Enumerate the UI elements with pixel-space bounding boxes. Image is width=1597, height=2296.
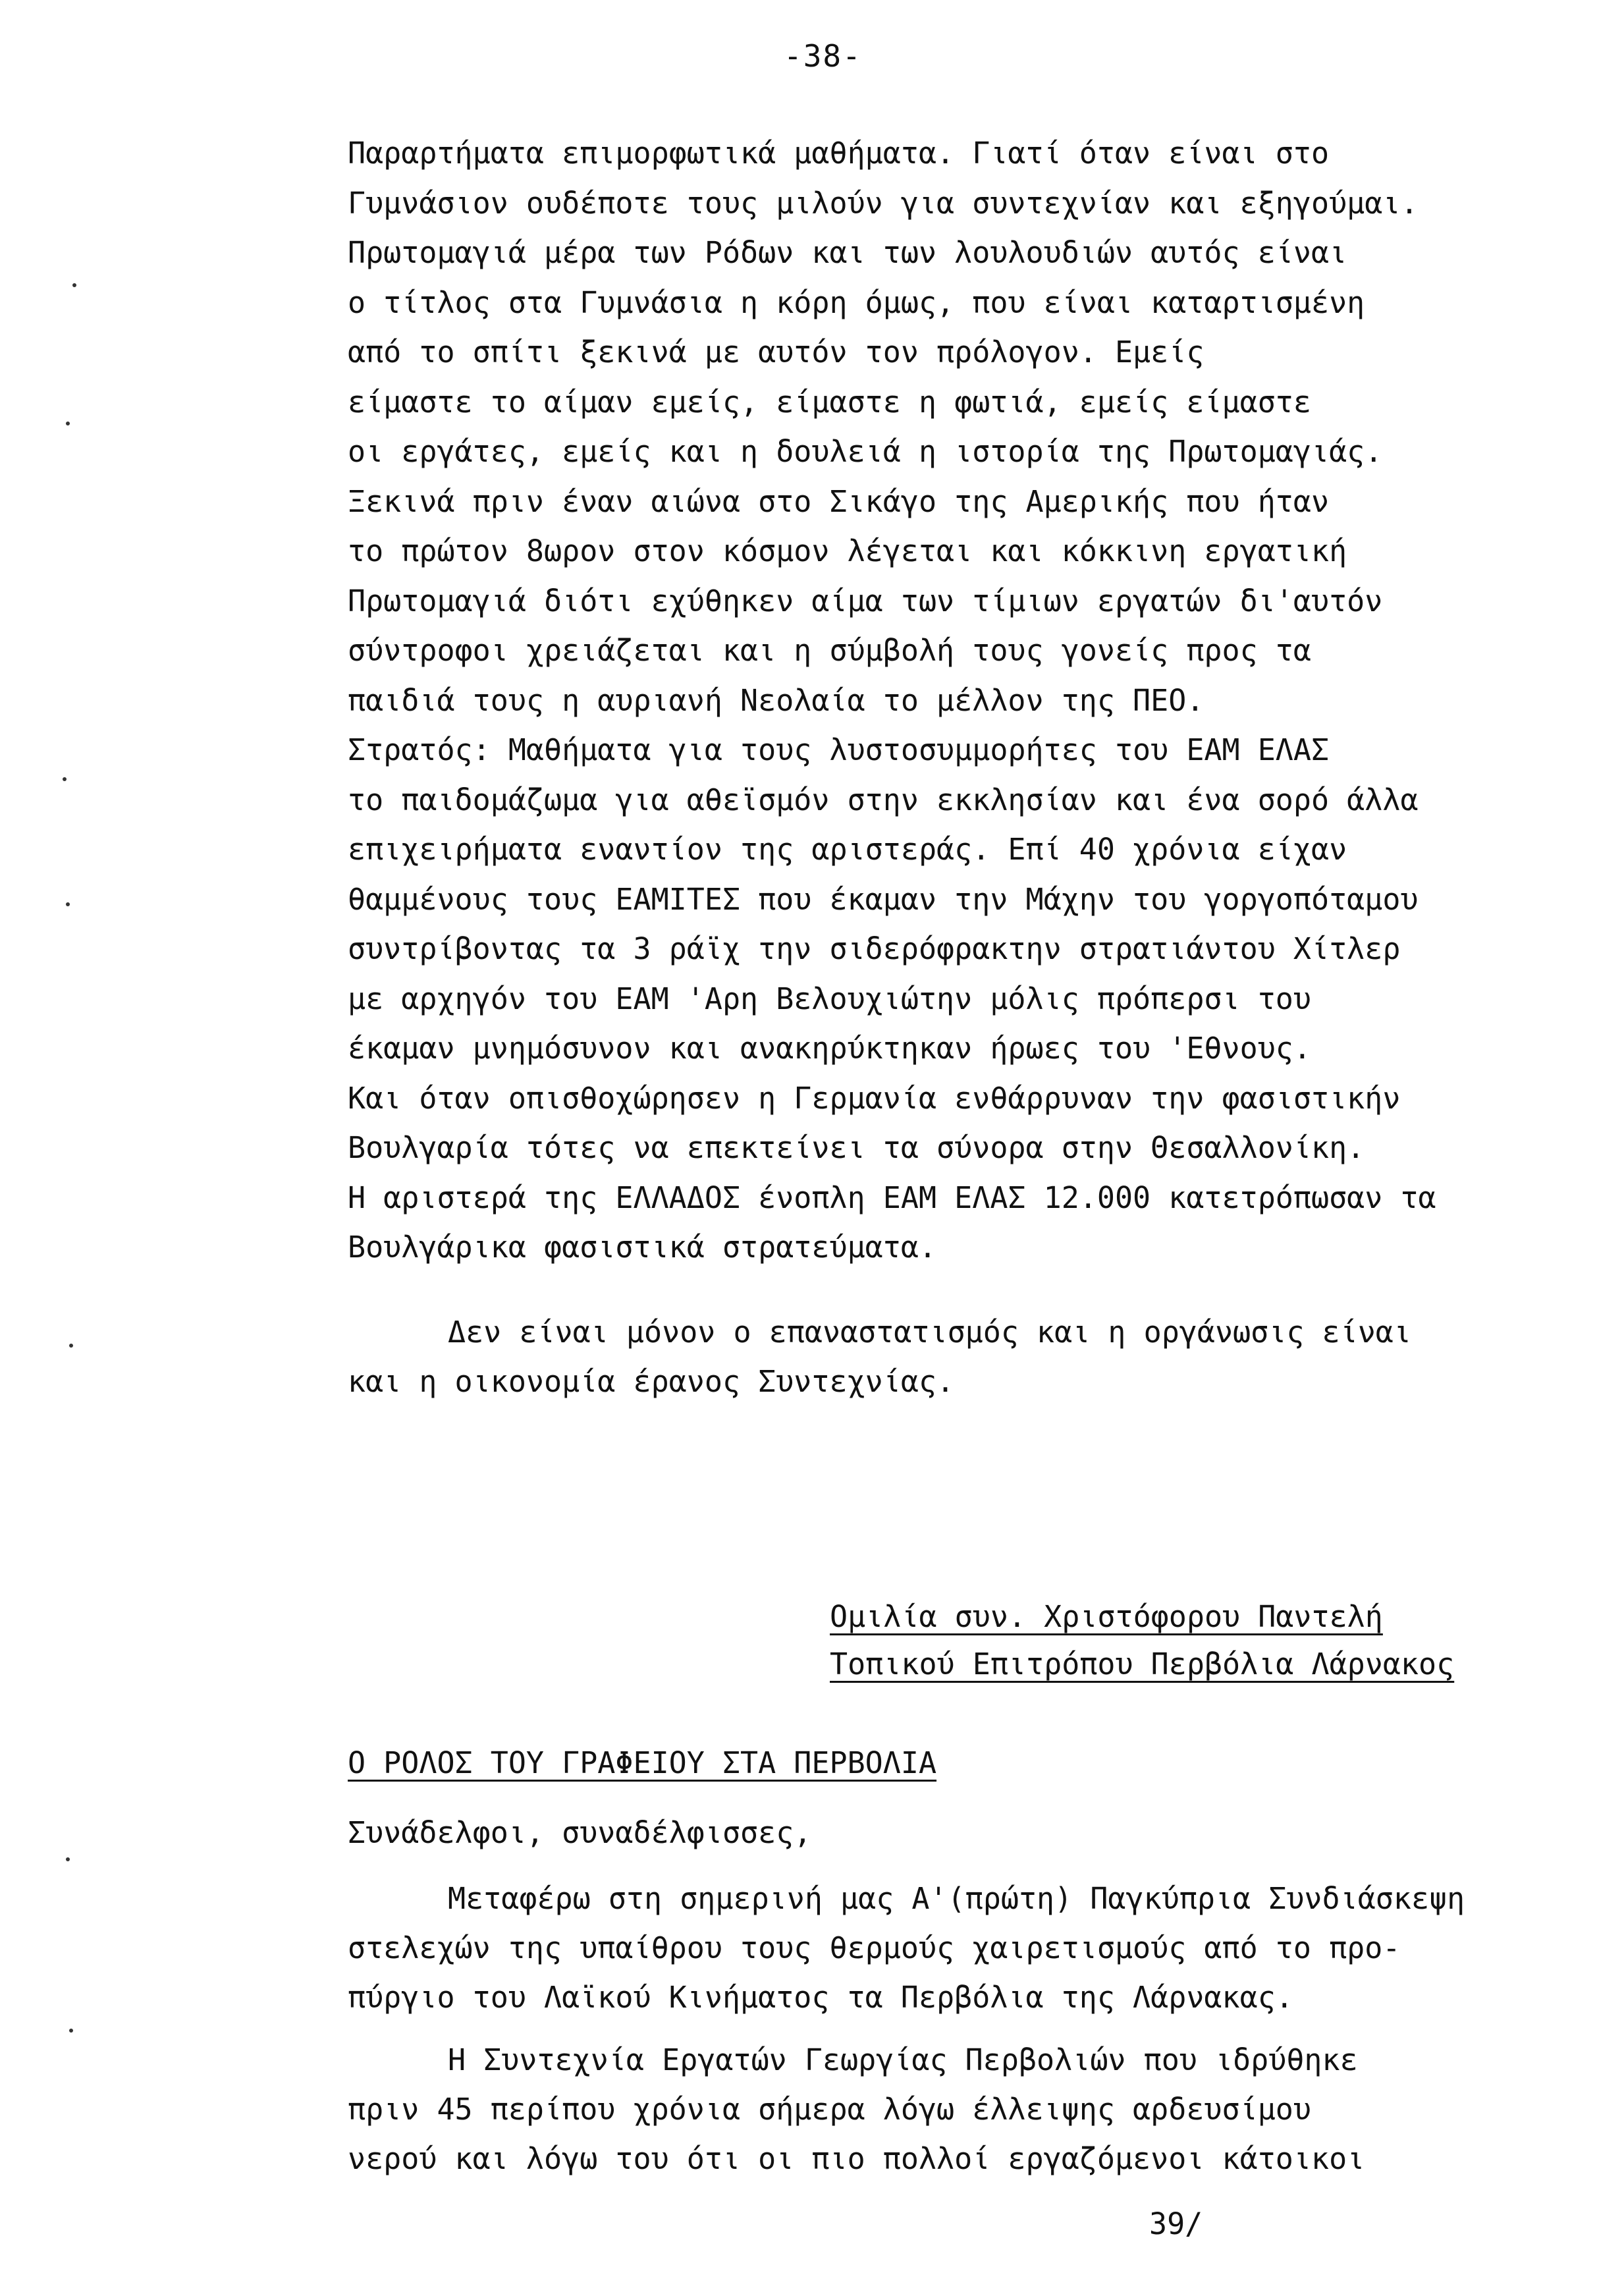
body-line: Πρωτομαγιά μέρα των Ρόδων και των λουλουδιών αυτός είναι [348, 235, 1347, 270]
para3-line-2: πριν 45 περίπου χρόνια σήμερα λόγω έλλειψης αρδευσίμου [348, 2092, 1311, 2127]
scan-speck [66, 902, 70, 906]
body-line: Η αριστερά της ΕΛΛΑΔΟΣ ένοπλη ΕΑΜ ΕΛΑΣ 12.000 κατετρόπωσαν τα [348, 1180, 1436, 1215]
scan-speck [69, 1344, 73, 1348]
scan-speck [69, 2029, 73, 2033]
body-line: το παιδομάζωμα για αθεϊσμόν στην εκκλησίαν και ένα σορό άλλα [348, 782, 1419, 817]
body-line: Παραρτήματα επιμορφωτικά μαθήματα. Γιατί όταν είναι στο [348, 136, 1330, 171]
signature-line-2: Τοπικού Επιτρόπου Περβόλια Λάρνακος [830, 1647, 1455, 1681]
body-line: έκαμαν μνημόσυνον και ανακηρύκτηκαν ήρωες του 'Εθνους. [348, 1031, 1311, 1066]
signature-line-1: Ομιλία συν. Χριστόφορου Παντελή [830, 1599, 1383, 1634]
body-line: επιχειρήματα εναντίον της αριστεράς. Επί 40 χρόνια είχαν [348, 832, 1347, 867]
body-line: παιδιά τους η αυριανή Νεολαία το μέλλον της ΠΕΟ. [348, 683, 1205, 718]
continuation-marker: 39/ [1149, 2206, 1203, 2241]
body-line: θαμμένους τους ΕΑΜΙΤΕΣ που έκαμαν την Μάχην του γοργοπόταμου [348, 882, 1419, 917]
para2-line-1: Μεταφέρω στη σημερινή μας Α'(πρώτη) Παγκύπρια Συνδιάσκεψη [448, 1881, 1465, 1916]
body-line: Ξεκινά πριν έναν αιώνα στο Σικάγο της Αμερικής που ήταν [348, 484, 1330, 519]
body-line: από το σπίτι ξεκινά με αυτόν τον πρόλογον. Εμείς [348, 335, 1205, 369]
page-number: -38- [784, 38, 862, 74]
body-line: Βουλγαρία τότες να επεκτείνει τα σύνορα στην Θεσαλλονίκη. [348, 1130, 1365, 1165]
body-line: Βουλγάρικα φασιστικά στρατεύματα. [348, 1230, 937, 1265]
body-line: Και όταν οπισθοχώρησεν η Γερμανία ενθάρρυναν την φασιστικήν [348, 1081, 1401, 1116]
body-line: οι εργάτες, εμείς και η δουλειά η ιστορία της Πρωτομαγιάς. [348, 434, 1383, 469]
scan-speck [63, 777, 67, 781]
scan-speck [66, 422, 70, 425]
para2-line-3: πύργιο του Λαϊκού Κινήματος τα Περβόλια της Λάρνακας. [348, 1980, 1293, 2015]
scan-speck [66, 1857, 70, 1861]
body-line: Πρωτομαγιά διότι εχύθηκεν αίμα των τίμιων εργατών δι'αυτόν [348, 584, 1383, 618]
body-line: είμαστε το αίμαν εμείς, είμαστε η φωτιά, εμείς είμαστε [348, 385, 1311, 420]
body-line: Στρατός: Μαθήματα για τους λυστοσυμμορήτες του ΕΑΜ ΕΛΑΣ [348, 732, 1330, 767]
body-line: το πρώτον 8ωρον στον κόσμον λέγεται και κόκκινη εργατική [348, 533, 1347, 568]
body-line: συντρίβοντας τα 3 ράϊχ την σιδερόφρακτην στρατιάντου Χίτλερ [348, 931, 1401, 966]
closing-line-1: Δεν είναι μόνον ο επαναστατισμός και η οργάνωσις είναι [448, 1315, 1411, 1350]
salutation: Συνάδελφοι, συναδέλφισσες, [348, 1815, 812, 1850]
body-line: Γυμνάσιον ουδέποτε τους μιλούν για συντεχνίαν και εξηγούμαι. [348, 186, 1419, 221]
para2-line-2: στελεχών της υπαίθρου τους θερμούς χαιρετισμούς από το προ- [348, 1930, 1401, 1965]
body-line: ο τίτλος στα Γυμνάσια η κόρη όμως, που είναι καταρτισμένη [348, 285, 1365, 320]
para3-line-1: Η Συντεχνία Εργατών Γεωργίας Περβολιών που ιδρύθηκε [448, 2042, 1358, 2077]
section-heading: Ο ΡΟΛΟΣ ΤΟΥ ΓΡΑΦΕΙΟΥ ΣΤΑ ΠΕΡΒΟΛΙΑ [348, 1745, 937, 1780]
para3-line-3: νερού και λόγω του ότι οι πιο πολλοί εργαζόμενοι κάτοικοι [348, 2141, 1365, 2176]
body-line: με αρχηγόν του ΕΑΜ 'Αρη Βελουχιώτην μόλις πρόπερσι του [348, 981, 1311, 1016]
scan-speck [72, 283, 76, 287]
closing-line-2: και η οικονομία έρανος Συντεχνίας. [348, 1364, 955, 1399]
body-line: σύντροφοι χρειάζεται και η σύμβολή τους γονείς προς τα [348, 633, 1311, 668]
